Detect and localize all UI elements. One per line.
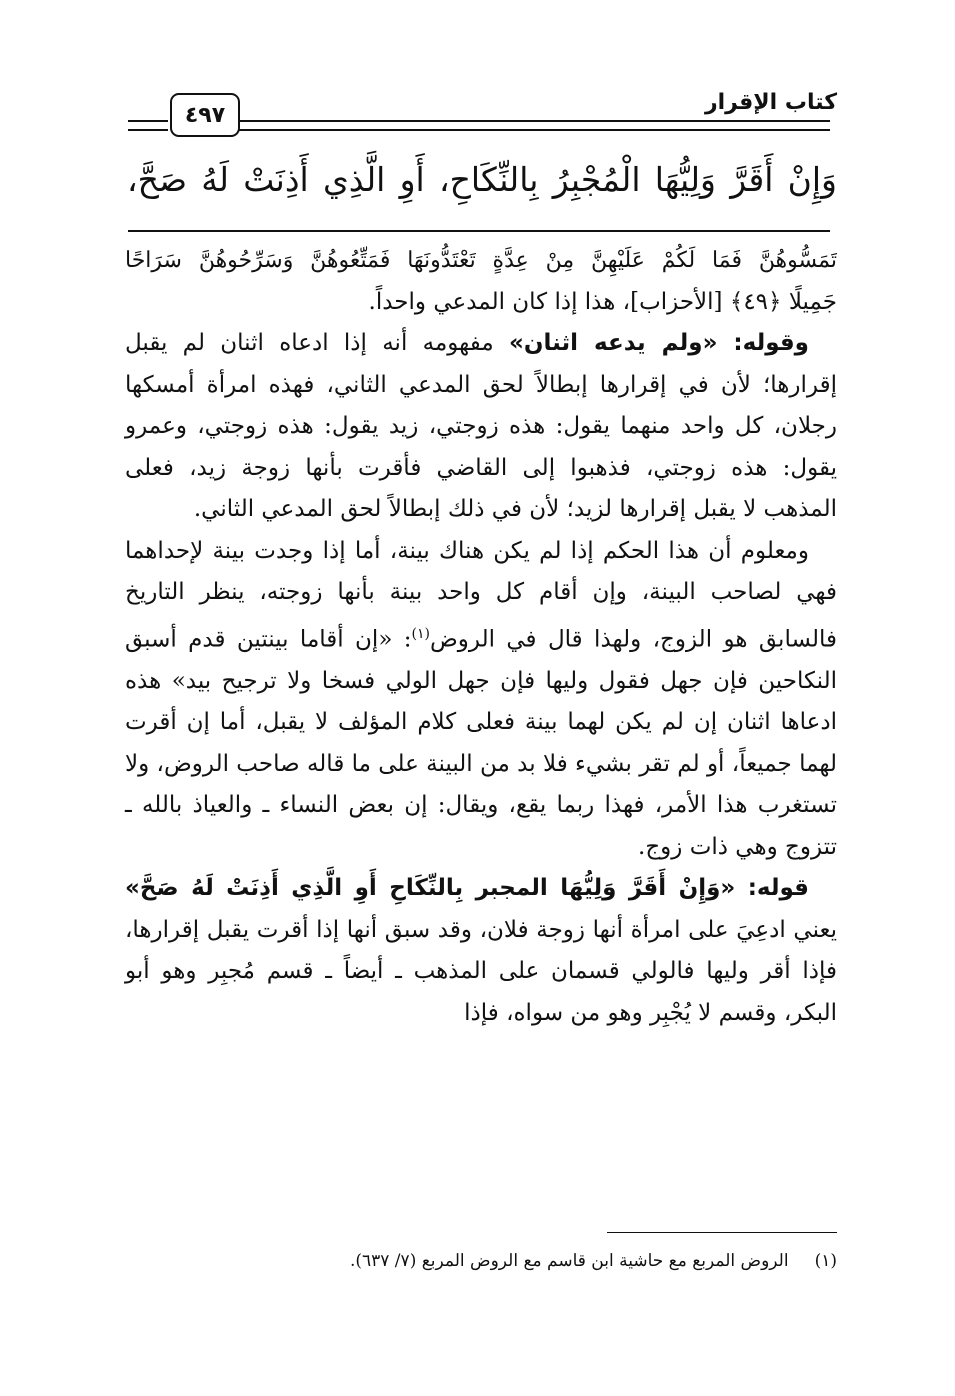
footnote <box>125 1248 837 1274</box>
verse-source: [الأحزاب]، هذا إذا كان المدعي واحداً. <box>368 288 730 315</box>
page-number: ٤٩٧ <box>170 93 240 137</box>
footnote-divider <box>607 1232 837 1233</box>
paragraph-text: يعني ادعِيَ على امرأة أنها زوجة فلان، وقد سبق أنها إذا أقرت يقبل إقرارها، فإذا أقر وليها فالولي قسمان على المذهب ـ أيضاً ـ قسم مُجبِر وهو أبو البكر، وقسم لا يُجْبِر وهو من سواه، فإذا <box>125 916 837 1026</box>
paragraph-text: ومعلوم أن هذا الحكم إذا لم يكن هناك بينة، أما إذا وجدت بينة لإحداهما فهي لصاحب البينة، وإن أقام كل واحد بينة بأنها زوجته، ينظر التاريخ فالسابق هو الزوج، ولهذا قال في الروض <box>125 537 837 653</box>
running-header-title: كتاب الإقرار <box>704 90 837 115</box>
paragraph <box>125 531 837 869</box>
paragraph-label: قوله: <box>735 875 809 902</box>
paragraph-text: مفهومه أنه إذا ادعاه اثنان لم يقبل إقرارها؛ لأن في إقرارها إبطالاً لحق المدعي الثاني، فهذه امرأة أمسكها رجلان، كل واحد منهما يقول: هذه زوجتي، زيد يقول: هذه زوجتي، وعمرو يقول: هذه زوجتي، فذهبوا إلى القاضي فأقرت بأنها زوجة زيد، فعلى المذهب لا يقبل إقرارها لزيد؛ لأن في ذلك إبطالاً لحق المدعي الثاني. <box>125 330 837 522</box>
matn-divider <box>128 230 830 232</box>
quran-verse-text: جَمِيلًا ﴿٤٩﴾ <box>729 288 837 315</box>
matn-quote: «وَإِنْ أَقَرَّ وَلِيُّهَا المجبر بِالنِّكَاحِ أَوِ الَّذِي أَذِنَتْ لَهُ صَحَّ» <box>125 875 736 902</box>
header-double-rule-short <box>128 120 168 131</box>
matn-quote: «ولم يدعه اثنان» <box>509 330 718 356</box>
paragraph <box>125 868 837 1034</box>
footnote-number: (١) <box>814 1251 837 1271</box>
matn-text: وَإِنْ أَقَرَّ وَلِيُّهَا الْمُجْبِرُ بِالنِّكَاحِ، أَوِ الَّذِي أَذِنَتْ لَهُ صَحَّ، <box>127 160 837 199</box>
quran-verse-end <box>125 282 837 324</box>
paragraph-text: : «إن أقاما بينتين قدم أسبق النكاحين فإن جهل فقول وليها فإن جهل الولي فسخا ولا ترجيح بيد» هذه ادعاها اثنان إن لم يكن لهما بينة فعلى كلام المؤلف لا يقبل، أما إن أقرت لهما جميعاً، أو لم تقر بشيء فلا بد من البينة على ما قاله صاحب الروض، ولا تستغرب هذا الأمر، فهذا ربما يقع، ويقال: إن بعض النساء ـ والعياذ بالله ـ تتزوج وهي ذات زوج. <box>125 626 837 860</box>
commentary-body <box>125 240 837 1034</box>
quran-verse-line: تَمَسُّوهُنَّ فَمَا لَكُمْ عَلَيْهِنَّ مِنْ عِدَّةٍ تَعْتَدُّونَهَا فَمَتِّعُوهُنَّ وَسَرِّحُوهُنَّ سَرَاحًا <box>125 248 837 273</box>
paragraph-label: وقوله: <box>717 330 809 356</box>
paragraph <box>125 323 837 531</box>
header-double-rule <box>238 120 830 131</box>
footnote-reference[interactable]: (١) <box>411 625 430 642</box>
footnote-text: الروض المربع مع حاشية ابن قاسم مع الروض المربع (٧/ ٦٣٧). <box>349 1251 789 1271</box>
